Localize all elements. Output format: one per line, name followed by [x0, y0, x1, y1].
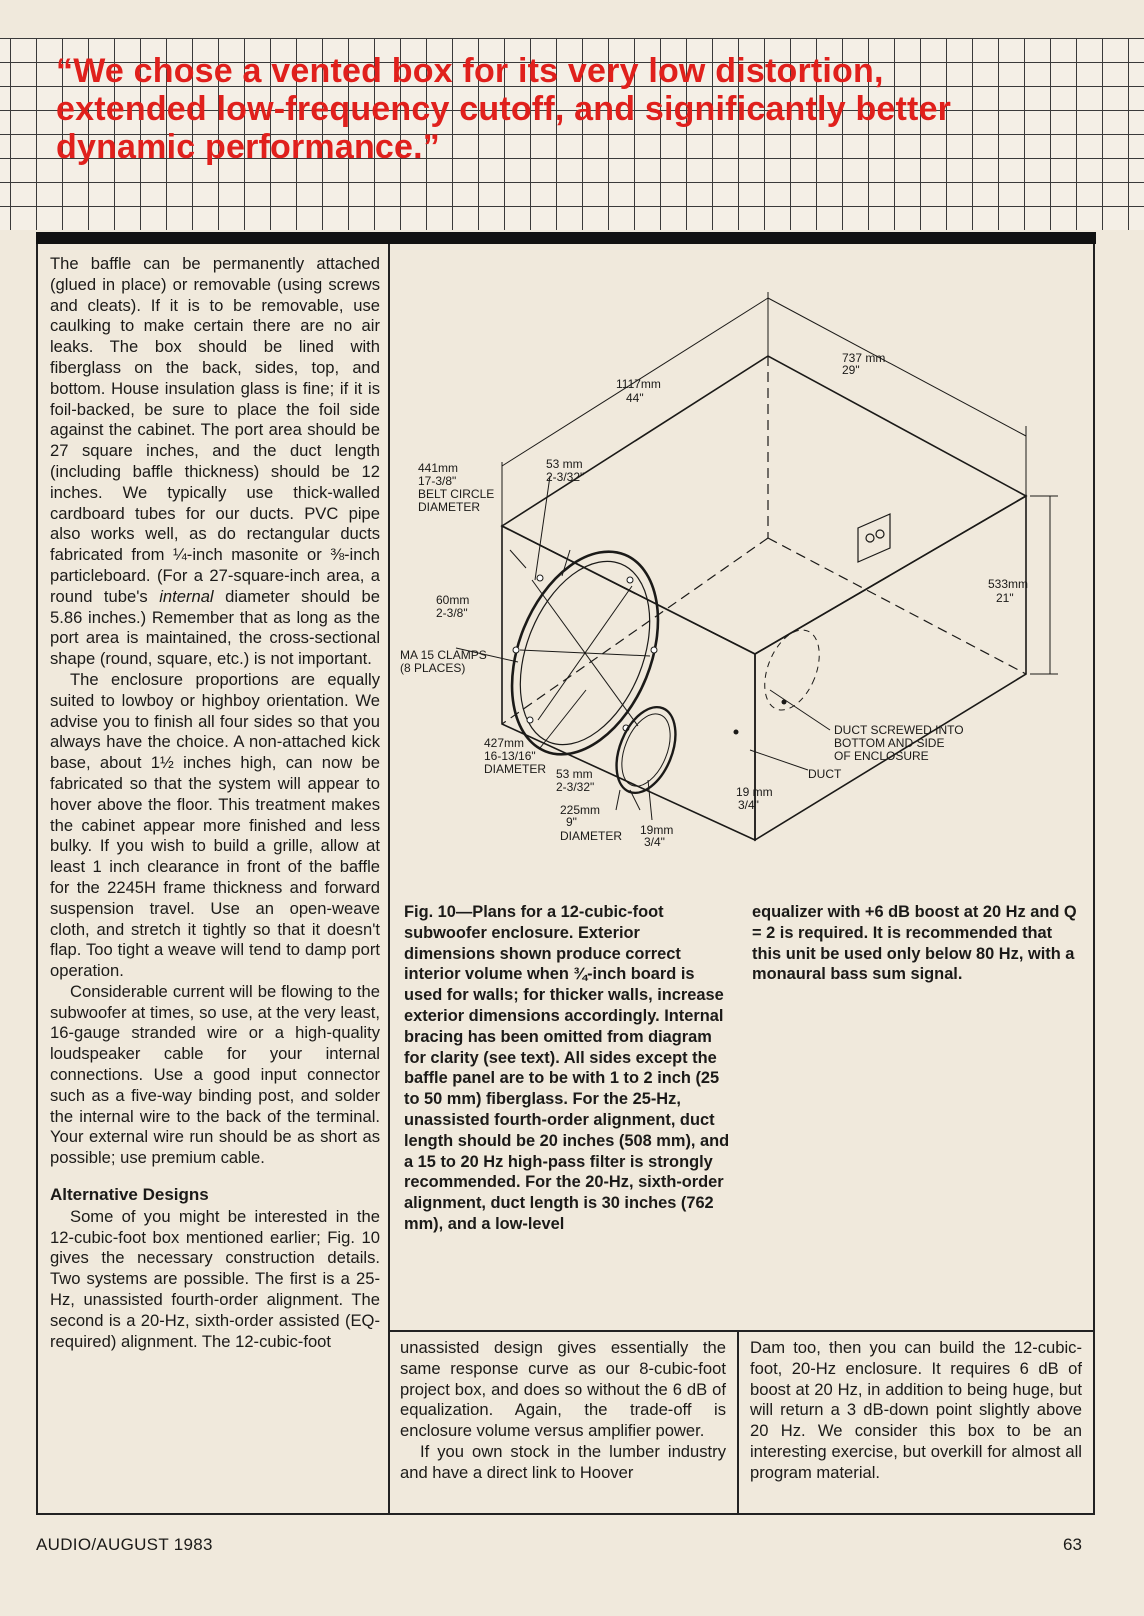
- label-belt-mm: 441mm: [418, 461, 459, 475]
- label-driver-mm: 427mm: [484, 736, 525, 750]
- label-depth-in: 29": [842, 363, 860, 377]
- label-depth-mm: 737 mm: [842, 351, 886, 365]
- label-clamps-l1: MA 15 CLAMPS: [400, 648, 487, 662]
- figure-box-bottom-rule: [389, 1330, 1094, 1332]
- label-width-in: 44": [626, 391, 644, 405]
- subwoofer-enclosure-diagram: [390, 250, 1092, 895]
- left-text-column: [50, 254, 380, 1352]
- label-duct-in: 9": [566, 815, 577, 829]
- hidden-edges: [502, 356, 1029, 724]
- label-bottom-offset-in: 3/4": [644, 835, 665, 849]
- label-screw-l1: DUCT SCREWED INTO: [834, 723, 964, 737]
- label-mid-offset-mm: 53 mm: [556, 767, 593, 781]
- paragraph-lumber: If you own stock in the lumber industry and have a direct link to Hoover: [400, 1441, 726, 1482]
- label-belt-l1: BELT CIRCLE: [418, 487, 495, 501]
- label-belt-l2: DIAMETER: [418, 500, 481, 514]
- label-width-mm: 1117mm: [616, 377, 661, 391]
- label-height-in: 21": [996, 591, 1014, 605]
- section-heading-alternative-designs: Alternative Designs: [50, 1185, 209, 1205]
- label-left-offset-mm: 60mm: [436, 593, 470, 607]
- label-side-offset-mm: 19 mm: [736, 785, 773, 799]
- label-top-offset-in: 2-3/32": [546, 470, 585, 484]
- dimension-lines: [456, 292, 1058, 820]
- paragraph-current: Considerable current will be flowing to the subwoofer at times, so use, at the very least, 16-gauge stranded wire or a high-quality loudspeaker cable for your internal connections. Use a good input connector such as a five-way binding post, and solder the internal wire to the back of the terminal. Your external wire run should be as short as possible; use premium cable.: [50, 981, 380, 1168]
- frame-bottom-border: [36, 1513, 1095, 1515]
- footer-page-number: 63: [1063, 1535, 1082, 1554]
- binding-post-plate: [858, 514, 890, 562]
- header-rule: [36, 232, 1096, 244]
- figure-caption-right: equalizer with +6 dB boost at 20 Hz and Q = 2 is required. It is recommended that this unit be used only below 80 Hz, with a monaural bass sum signal.: [752, 903, 1077, 984]
- label-bottom-offset-mm: 19mm: [640, 823, 674, 837]
- label-screw-l2: BOTTOM AND SIDE: [834, 736, 945, 750]
- paragraph-baffle: The baffle can be permanently attached (glued in place) or removable (using screws and cleats). If it is to be removable, use caulking to make certain there are no air leaks. The box should be lined with fiberglass on the back, sides, top, and bottom. House insulation glass is fine; if it is foil-backed, be sure to place the foil side against the cabinet. The port area should be 27 square inches, and the duct length (including baffle thickness) should be 12 inches. We typically use thick-walled cardboard tubes for our ducts. PVC pipe also works well, as do rectangular ducts fabricated from ¼-inch masonite or ⅜-inch particleboard. (For a 27-square-inch area, a round tube's internal diameter should be 5.86 inches.) Remember that as long as the port area is maintained, the cross-sectional shape (round, square, etc.) is not important.: [50, 254, 380, 669]
- screw-markers: [734, 700, 787, 735]
- footer-magazine: AUDIO/AUGUST 1983: [36, 1535, 213, 1554]
- label-duct-word: DUCT: [808, 767, 842, 781]
- label-left-offset-in: 2-3/8": [436, 606, 468, 620]
- paragraph-proportions: The enclosure proportions are equally suited to lowboy or highboy orientation. We advise you to finish all four sides so that you always have the choice. A non-attached kick base, about 1½ inches high, can now be fabricated so that the system will appear to hover above the floor. This treatment makes the cabinet appear more finished and less bulky. If you wish to build a grille, allow at least 1 inch clearance in front of the baffle for the 2245H frame thickness and forward suspension travel. Use an open-weave cloth, and stretch it tightly so that it doesn't flap. Too tight a weave will tend to damp port operation.: [50, 669, 380, 981]
- label-top-offset-mm: 53 mm: [546, 457, 583, 471]
- paragraph-hoover: Dam too, then you can build the 12-cubic-foot, 20-Hz enclosure. It requires 6 dB of boost at 20 Hz, in addition to being huge, but will return a 3 dB-down point slightly above 20 Hz. We consider this box to be an interesting exercise, but overkill for almost all program material.: [750, 1338, 1082, 1482]
- frame-left-border: [36, 244, 38, 1514]
- column-divider-right: [737, 1330, 739, 1514]
- label-driver-l: DIAMETER: [484, 762, 547, 776]
- duct-port: [605, 622, 830, 801]
- paragraph-unassisted: unassisted design gives essentially the same response curve as our 8-cubic-foot project box, and does so without the 6 dB of equalization. Again, the trade-off is enclosure volume versus amplifier power.: [400, 1338, 726, 1441]
- pull-quote: “We chose a vented box for its very low distortion, extended low-frequency cutoff, and significantly better dynamic performance.”: [56, 52, 952, 166]
- figure-caption-left: Fig. 10—Plans for a 12-cubic-foot subwoofer enclosure. Exterior dimensions shown produce correct interior volume when ¾-inch board is used for walls; for thicker walls, increase exterior dimensions accordingly. Internal bracing has been omitted from diagram for clarity (see text). All sides except the baffle panel are to be with 1 to 2 inch (25 to 50 mm) fiberglass. For the 25-Hz, unassisted fourth-order alignment, duct length should be 20 inches (508 mm), and a 15 to 20 Hz high-pass filter is strongly recommended. For the 20-Hz, sixth-order alignment, duct length is 30 inches (762 mm), and a low-level: [404, 903, 730, 1233]
- middle-text-column: [400, 1338, 726, 1484]
- label-duct-l: DIAMETER: [560, 829, 623, 843]
- right-text-column: [750, 1338, 1082, 1484]
- paragraph-alternative: Some of you might be interested in the 12-cubic-foot box mentioned earlier; Fig. 10 gives the necessary construction details. Two systems are possible. The first is a 25-Hz, unassisted fourth-order alignment. The second is a 20-Hz, sixth-order assisted (EQ-required) alignment. The 12-cubic-foot: [50, 1206, 380, 1351]
- label-mid-offset-in: 2-3/32": [556, 780, 595, 794]
- label-screw-l3: OF ENCLOSURE: [834, 749, 929, 763]
- label-belt-in: 17-3/8": [418, 474, 457, 488]
- label-side-offset-in: 3/4": [738, 798, 759, 812]
- label-height-mm: 533mm: [988, 577, 1029, 591]
- frame-right-border: [1093, 244, 1095, 1514]
- label-clamps-l2: (8 PLACES): [400, 661, 466, 675]
- label-driver-in: 16-13/16": [484, 749, 536, 763]
- label-duct-mm: 225mm: [560, 803, 601, 817]
